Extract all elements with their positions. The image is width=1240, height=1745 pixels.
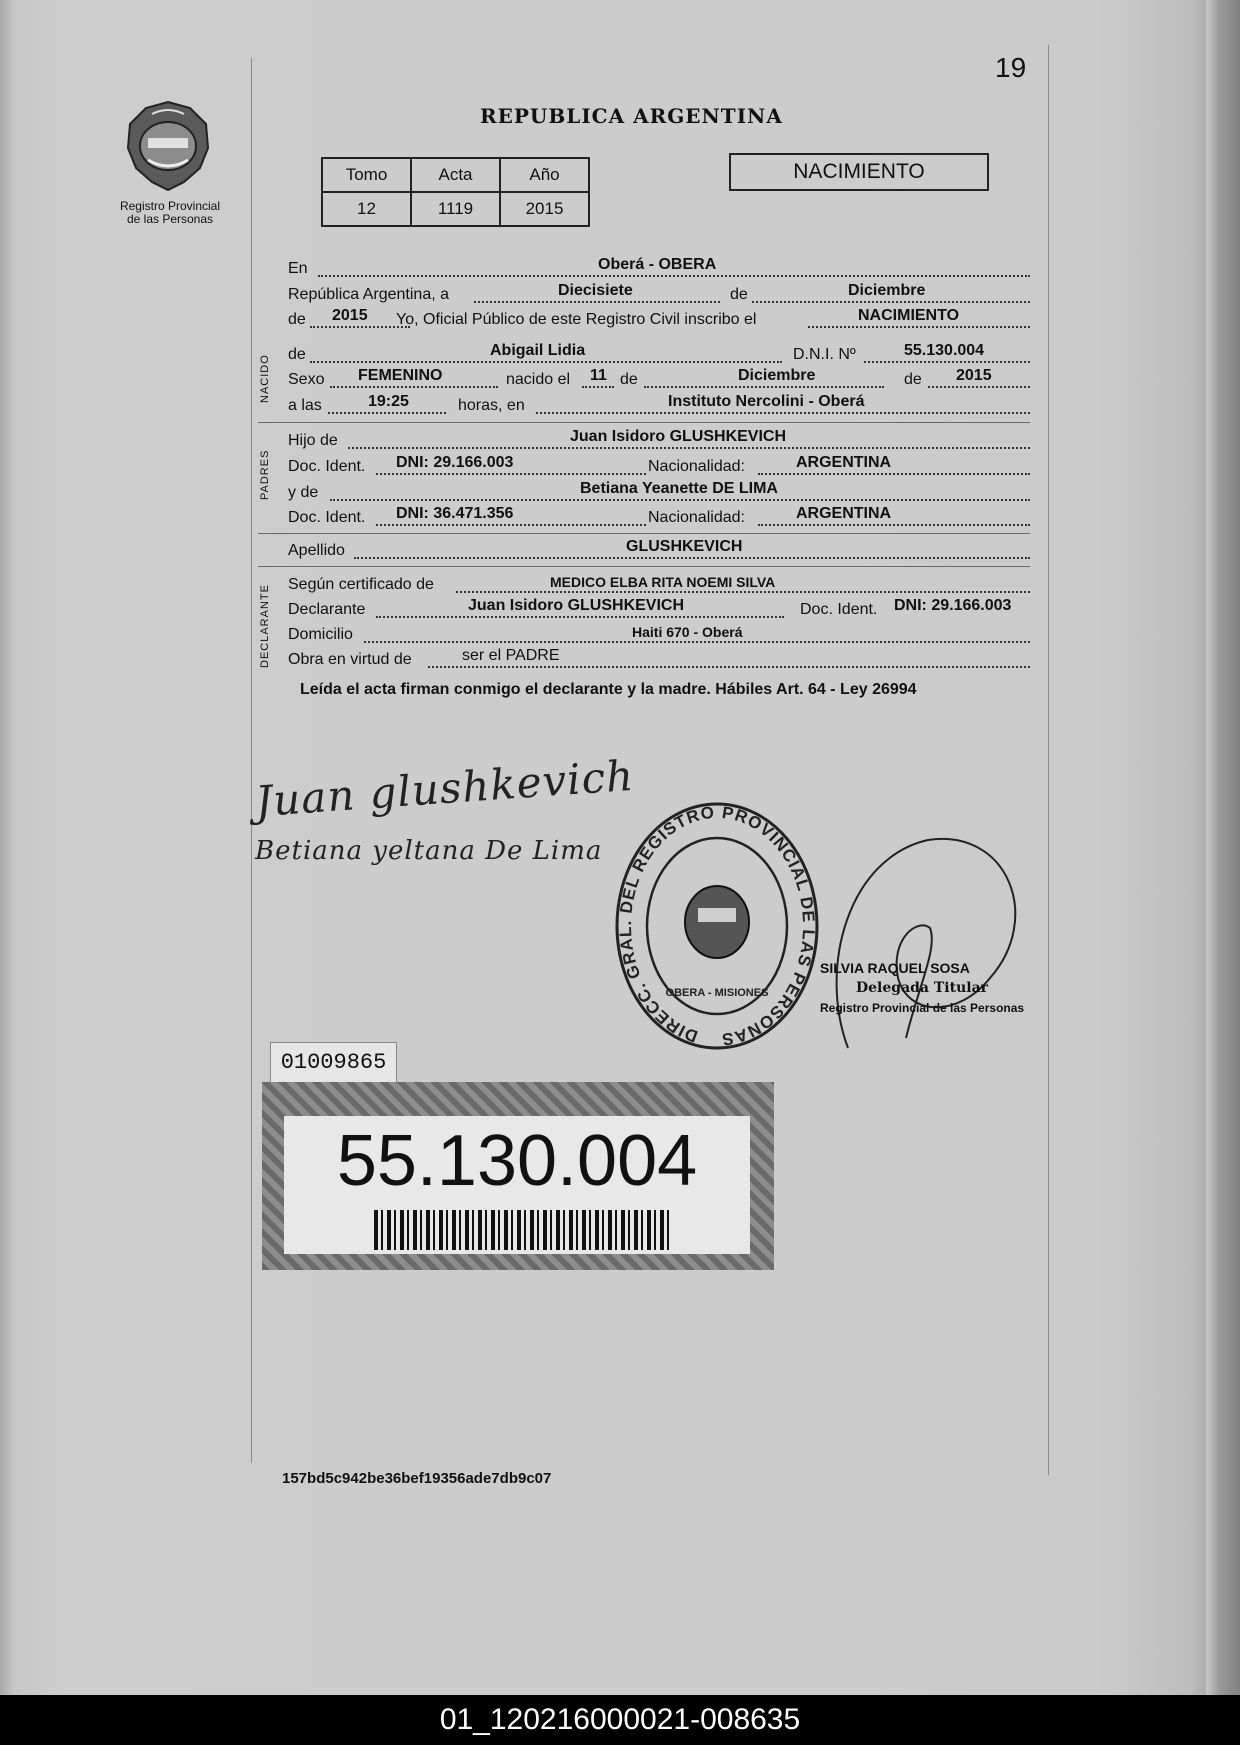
a-las-label: a las [288,397,322,414]
dotted-line [456,591,1030,593]
birth-year-value: 2015 [956,367,992,384]
seal-ring-text: DIRECC. GRAL. DEL REGISTRO PROVINCIAL DE LAS PERSONAS [615,802,819,1050]
en-label: En [288,260,308,277]
acta-value: 1119 [411,192,500,226]
de-label: de [288,346,306,363]
row-hora [288,393,1030,417]
tomo-value: 12 [322,192,411,226]
row-apellido [288,538,1030,562]
mother-doc-value: DNI: 36.471.356 [396,505,514,522]
official-office: Registro Provincial de las Personas [820,1001,1025,1015]
horas-label: horas, en [458,397,525,414]
doc-label: Doc. Ident. [288,509,366,526]
domicilio-label: Domicilio [288,626,353,643]
mother-signature: Betiana yeltana De Lima [255,836,603,866]
logo-caption-line: de las Personas [126,212,214,226]
dotted-line [376,616,784,618]
control-code-label: 01009865 [270,1042,397,1084]
sticker-panel [284,1116,750,1254]
section-label-padres: PADRES [259,449,271,500]
registry-header-row [322,158,589,192]
dotted-line [758,473,1030,475]
birth-month-value: Diciembre [738,367,816,384]
nacido-label: nacido el [506,371,571,388]
time-value: 19:25 [368,393,409,410]
tomo-label: Tomo [322,158,411,192]
apellido-value: GLUSHKEVICH [626,538,743,555]
province-logo [118,98,218,198]
official-name: SILVIA RAQUEL SOSA [820,960,970,976]
birth-place-value: Instituto Nercolini - Oberá [668,393,865,410]
inscribo-value: NACIMIENTO [858,307,960,324]
mother-name-value: Betiana Yeanette DE LIMA [580,480,778,497]
row-inscribo [288,307,1030,331]
dotted-line [354,557,1030,559]
section-separator [258,533,1030,534]
dotted-line [474,301,720,303]
official-seal [612,796,822,1056]
nacionalidad-label: Nacionalidad: [648,458,745,475]
dotted-line [582,386,614,388]
child-name-value: Abigail Lidia [490,342,586,359]
scan-footer-id: 01_120216000021-008635 [0,1695,1240,1745]
barcode [374,1210,670,1250]
paper-edge [1206,0,1240,1695]
row-en [288,256,1030,280]
dotted-line [536,412,1030,414]
domicilio-value: Haiti 670 - Oberá [632,624,743,640]
dotted-line [330,386,498,388]
left-margin-line [251,58,252,1463]
acta-label: Acta [411,158,500,192]
section-separator [258,422,1030,423]
logo-caption-line: Registro Provincial [119,199,221,213]
official-signature [818,828,1028,1078]
nacionalidad-label: Nacionalidad: [648,509,745,526]
page-number: 19 [995,52,1027,83]
doc-label: Doc. Ident. [288,458,366,475]
anio-value: 2015 [500,192,589,226]
seal-inner-text: OBERA - MISIONES [665,987,769,999]
sexo-value: FEMENINO [358,367,443,384]
row-padre [288,428,1030,452]
row-nombre [288,342,1030,366]
official-role: Delegada Titular [856,980,989,996]
row-obra [288,647,1030,671]
row-madre [288,480,1030,504]
section-label-declarante: DECLARANTE [259,584,271,668]
row-fecha [288,282,1030,306]
hijo-label: Hijo de [288,432,338,449]
father-signature: Juan glushkevich [253,750,636,827]
closing-statement: Leída el acta firman conmigo el declarante y la madre. Hábiles Art. 64 - Ley 26994 [300,681,917,698]
right-margin-line [1048,45,1049,1475]
declarante-value: Juan Isidoro GLUSHKEVICH [468,597,685,614]
obra-value: ser el PADRE [462,647,560,664]
apellido-label: Apellido [288,542,345,559]
declarante-doc-value: DNI: 29.166.003 [894,597,1012,614]
row-declarante [288,597,1030,621]
declarante-doc-label: Doc. Ident. [800,601,878,618]
dotted-line [376,473,646,475]
registry-table [321,157,590,227]
sticker-number: 55.130.004 [336,1121,698,1201]
record-type-box: NACIMIENTO [729,153,989,191]
dotted-line [364,641,1030,643]
dotted-line [310,326,410,328]
row-sexo [288,367,1030,391]
dotted-line [864,361,1030,363]
month-value: Diciembre [848,282,926,299]
dotted-line [376,524,646,526]
dotted-line [328,412,446,414]
logo-caption [100,200,240,226]
dotted-line [310,361,782,363]
country-title: REPUBLICA ARGENTINA [480,104,783,128]
day-value: Diecisiete [558,282,633,299]
dotted-line [758,524,1030,526]
obra-label: Obra en virtud de [288,651,412,668]
republica-label: República Argentina, a [288,286,449,303]
dni-sticker [262,1082,774,1270]
mother-nationality-value: ARGENTINA [796,505,892,522]
official-stamp-text [820,958,1024,1018]
certificado-value: MEDICO ELBA RITA NOEMI SILVA [550,574,776,590]
de-label: de [730,286,748,303]
dni-label: D.N.I. Nº [793,346,856,363]
de-label: de [620,371,638,388]
father-name-value: Juan Isidoro GLUSHKEVICH [570,428,787,445]
document-hash: 157bd5c942be36bef19356ade7db9c07 [282,1470,552,1487]
father-nationality-value: ARGENTINA [796,454,892,471]
dni-value: 55.130.004 [904,342,985,359]
father-doc-value: DNI: 29.166.003 [396,454,514,471]
dotted-line [752,301,1030,303]
y-de-label: y de [288,484,319,501]
anio-label: Año [500,158,589,192]
declarante-label: Declarante [288,601,366,618]
place-value: Oberá - OBERA [598,256,717,273]
row-certificado [288,572,1030,596]
section-label-nacido: NACIDO [259,354,271,403]
sexo-label: Sexo [288,371,325,388]
dotted-line [318,275,1030,277]
dotted-line [348,447,1030,449]
row-padre-doc [288,454,1030,478]
certificado-label: Según certificado de [288,576,434,593]
dotted-line [330,499,1030,501]
section-separator [258,566,1030,567]
row-domicilio [288,622,1030,646]
year-value: 2015 [332,307,368,324]
oficial-text: Yo, Oficial Público de este Registro Civil inscribo el [396,311,757,328]
birth-day-value: 11 [590,367,607,384]
registry-value-row [322,192,589,226]
dotted-line [428,666,1030,668]
dotted-line [644,386,884,388]
de-label: de [288,311,306,328]
dotted-line [808,326,1030,328]
de-label: de [904,371,922,388]
row-madre-doc [288,505,1030,529]
dotted-line [928,386,1030,388]
